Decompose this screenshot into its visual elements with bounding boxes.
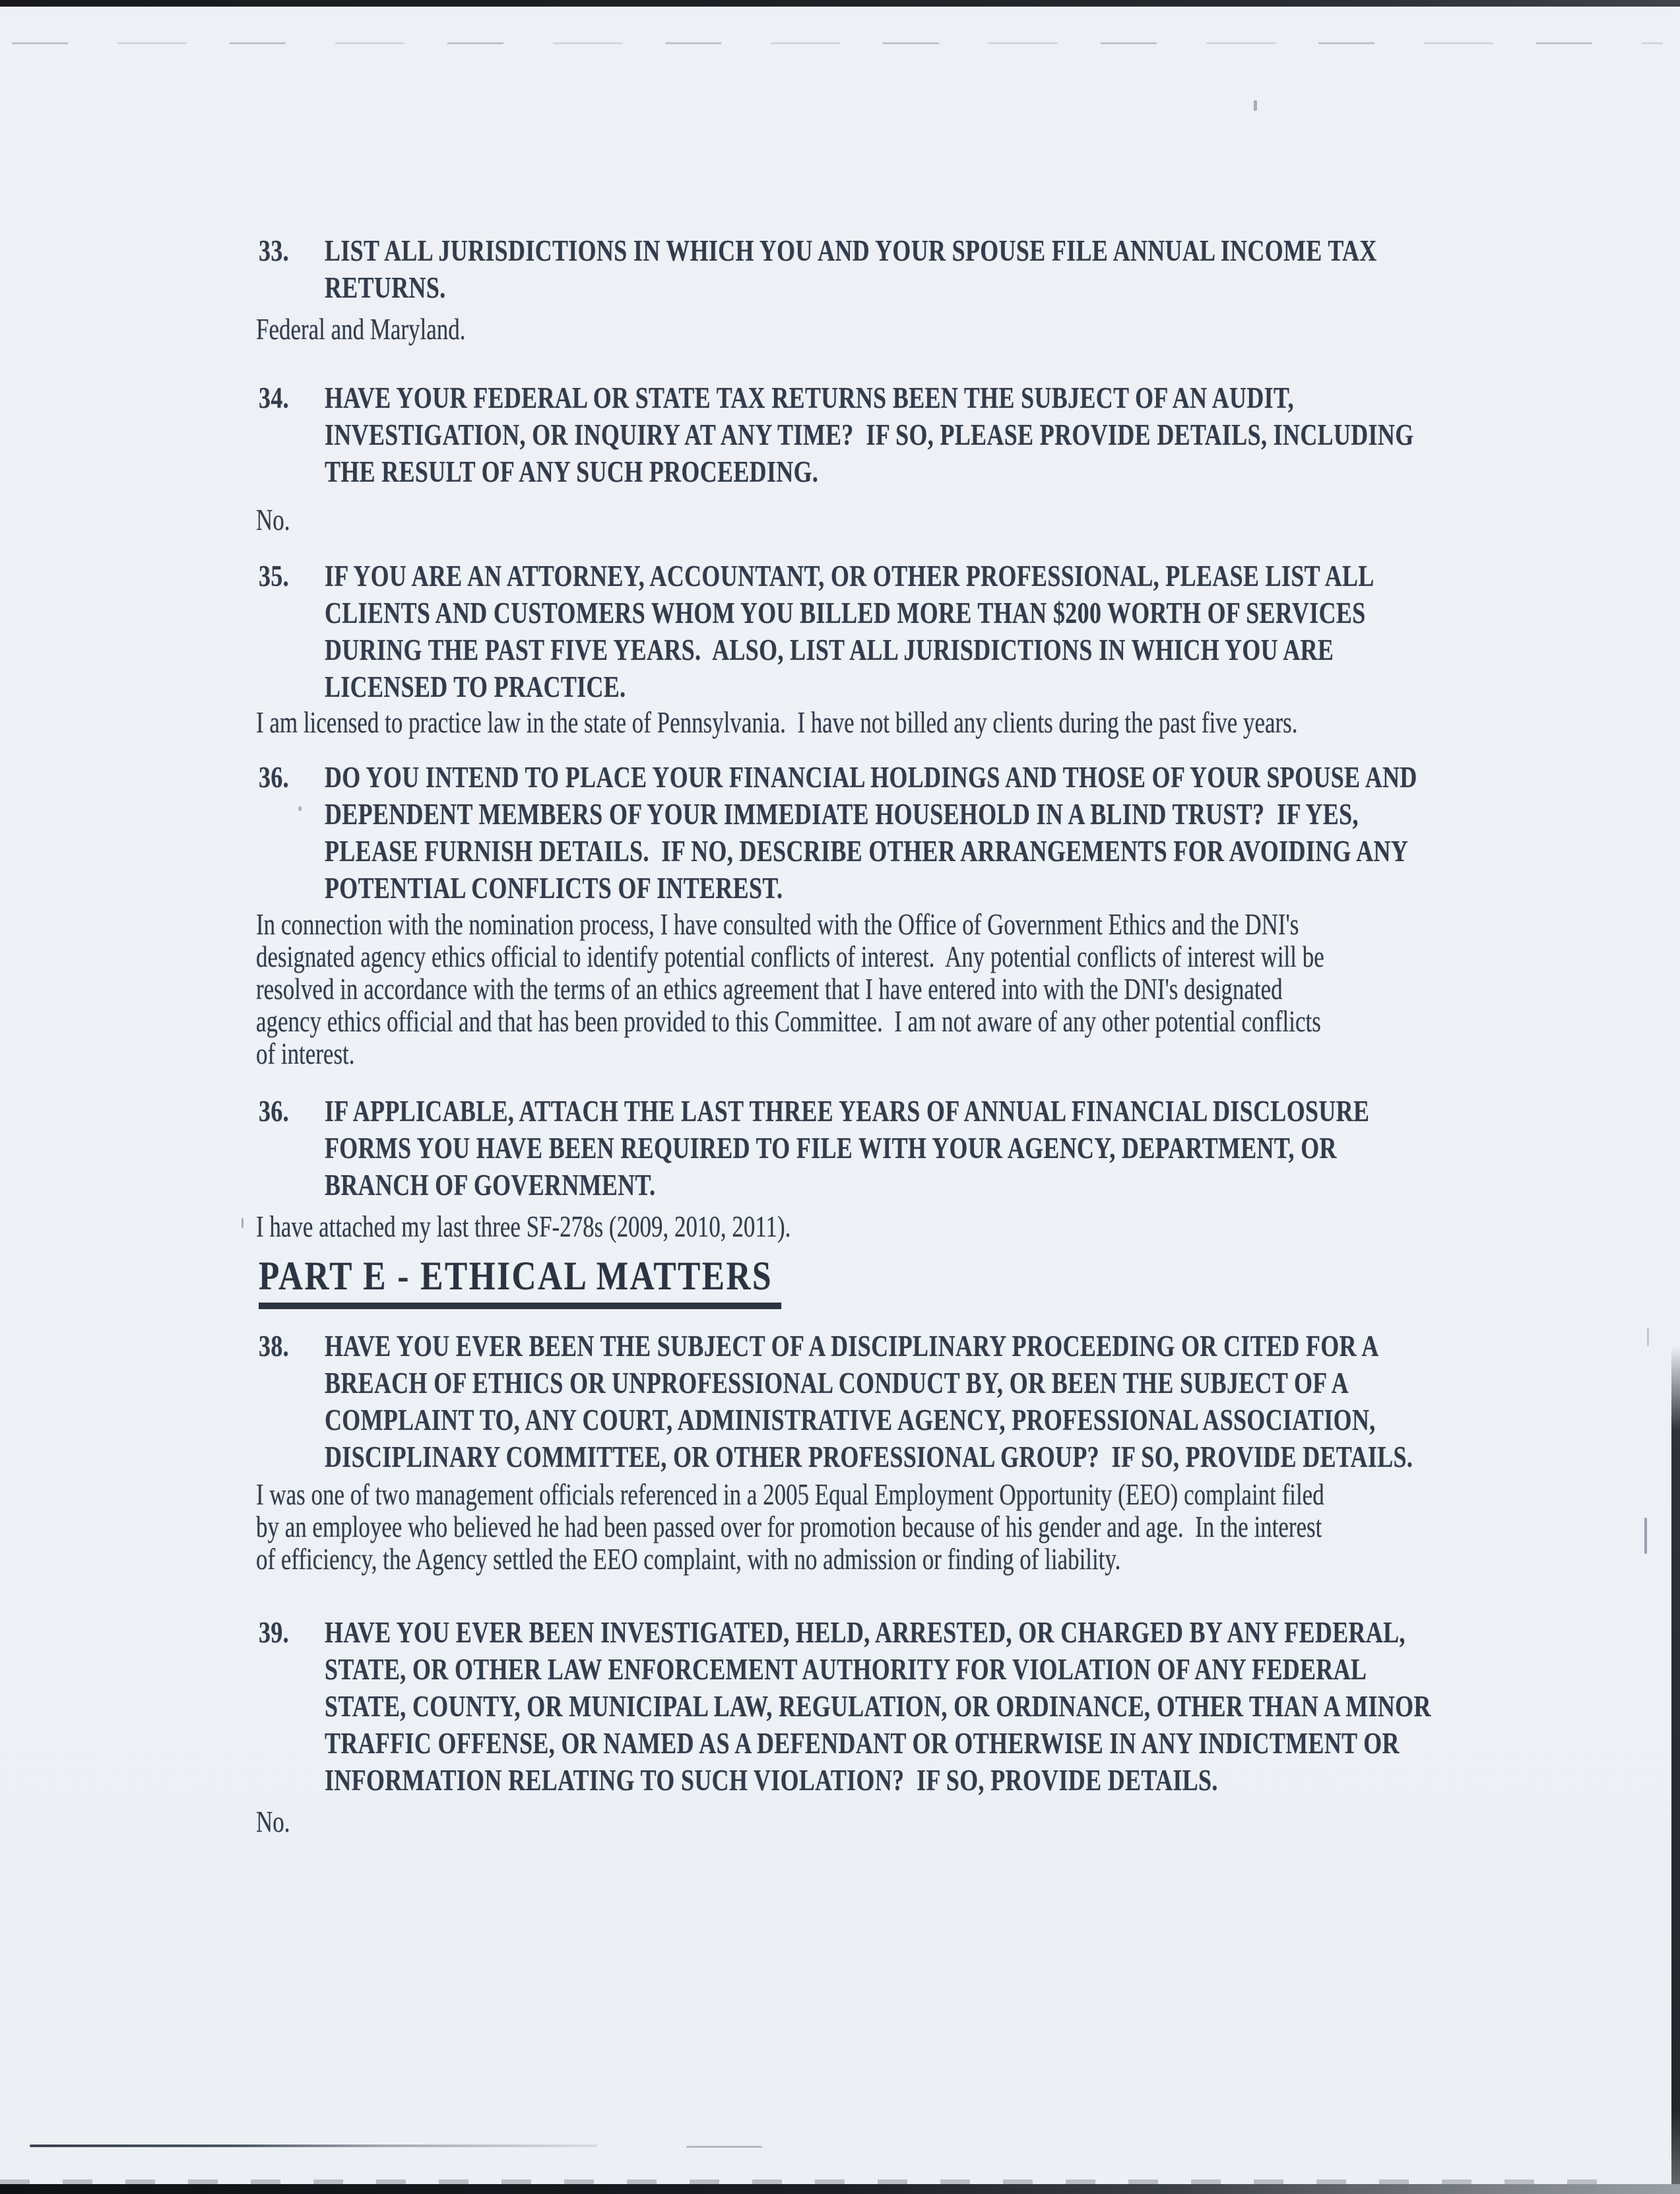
answer-text: Federal and Maryland. <box>256 312 466 346</box>
question-text-line: STATE, COUNTY, OR MUNICIPAL LAW, REGULATION, OR ORDINANCE, OTHER THAN A MINOR <box>325 1689 1431 1723</box>
question-number: 36. <box>259 760 290 794</box>
question-text-line: FORMS YOU HAVE BEEN REQUIRED TO FILE WITH YOUR AGENCY, DEPARTMENT, OR <box>325 1131 1337 1165</box>
answer-item-33 <box>256 313 532 345</box>
scan-artifact-speck <box>1254 100 1257 111</box>
answer-text-line: of efficiency, the Agency settled the EEO complaint, with no admission or finding of liability. <box>256 1542 1121 1576</box>
question-number: 39. <box>259 1615 290 1649</box>
answer-text: I am licensed to practice law in the state of Pennsylvania. I have not billed any clients during the past five years. <box>256 705 1298 739</box>
answer-item-36-duplicate <box>256 1210 959 1242</box>
question-text-line: LIST ALL JURISDICTIONS IN WHICH YOU AND YOUR SPOUSE FILE ANNUAL INCOME TAX <box>325 234 1377 267</box>
answer-text-line: In connection with the nomination process, I have consulted with the Office of Government Ethics and the DNI's <box>256 907 1299 941</box>
answer-text-line: designated agency ethics official to identify potential conflicts of interest. Any potential conflicts of interest will be <box>256 940 1324 973</box>
question-text-line: THE RESULT OF ANY SUCH PROCEEDING. <box>325 455 819 488</box>
question-text-line: IF YOU ARE AN ATTORNEY, ACCOUNTANT, OR OTHER PROFESSIONAL, PLEASE LIST ALL <box>325 559 1374 593</box>
question-text-line: STATE, OR OTHER LAW ENFORCEMENT AUTHORITY FOR VIOLATION OF ANY FEDERAL <box>325 1652 1367 1686</box>
question-item-34 <box>259 379 1680 490</box>
question-number: 34. <box>259 381 290 414</box>
question-item-38 <box>259 1328 1680 1475</box>
question-number: 35. <box>259 559 290 593</box>
answer-text-line: of interest. <box>256 1037 355 1070</box>
question-text-line: INVESTIGATION, OR INQUIRY AT ANY TIME? IF SO, PLEASE PROVIDE DETAILS, INCLUDING <box>325 418 1414 451</box>
question-text-line: PLEASE FURNISH DETAILS. IF NO, DESCRIBE OTHER ARRANGEMENTS FOR AVOIDING ANY <box>325 834 1409 868</box>
question-item-33 <box>259 232 1673 306</box>
question-item-35 <box>259 558 1670 705</box>
answer-text: No. <box>256 1805 290 1838</box>
answer-item-39 <box>256 1805 301 1838</box>
answer-text: I have attached my last three SF-278s (2009, 2010, 2011). <box>256 1210 791 1243</box>
scan-artifact-top-edge-bar <box>0 0 1680 7</box>
question-text-line: CLIENTS AND CUSTOMERS WHOM YOU BILLED MORE THAN $200 WORTH OF SERVICES <box>325 596 1366 629</box>
question-text-line: LICENSED TO PRACTICE. <box>325 670 626 703</box>
question-text-line: HAVE YOU EVER BEEN INVESTIGATED, HELD, ARRESTED, OR CHARGED BY ANY FEDERAL, <box>325 1615 1405 1649</box>
question-text-line: DURING THE PAST FIVE YEARS. ALSO, LIST ALL JURISDICTIONS IN WHICH YOU ARE <box>325 633 1334 666</box>
answer-text-line: resolved in accordance with the terms of an ethics agreement that I have entered into with the DNI's designated <box>256 972 1283 1006</box>
question-text-line: BRANCH OF GOVERNMENT. <box>325 1168 656 1202</box>
question-number: 36. <box>259 1094 290 1128</box>
scan-artifact-bottom-edge-bar <box>0 2184 1680 2194</box>
question-text-line: TRAFFIC OFFENSE, OR NAMED AS A DEFENDANT OR OTHERWISE IN ANY INDICTMENT OR <box>325 1726 1400 1760</box>
scan-artifact-footer-dash <box>686 2146 762 2148</box>
question-text-line: DISCIPLINARY COMMITTEE, OR OTHER PROFESSIONAL GROUP? IF SO, PROVIDE DETAILS. <box>325 1440 1413 1473</box>
question-text-line: INFORMATION RELATING TO SUCH VIOLATION? IF SO, PROVIDE DETAILS. <box>325 1763 1218 1797</box>
answer-item-38 <box>256 1478 1662 1575</box>
question-text-line: IF APPLICABLE, ATTACH THE LAST THREE YEARS OF ANNUAL FINANCIAL DISCLOSURE <box>325 1094 1370 1128</box>
question-text-line: RETURNS. <box>325 271 446 304</box>
question-item-39 <box>259 1614 1680 1799</box>
section-heading-part-e <box>259 1256 881 1309</box>
question-text-line: HAVE YOUR FEDERAL OR STATE TAX RETURNS BEEN THE SUBJECT OF AN AUDIT, <box>325 381 1295 414</box>
answer-item-34 <box>256 503 301 536</box>
question-text-line: DO YOU INTEND TO PLACE YOUR FINANCIAL HOLDINGS AND THOSE OF YOUR SPOUSE AND <box>325 760 1417 794</box>
question-text-line: POTENTIAL CONFLICTS OF INTEREST. <box>325 871 783 905</box>
question-item-36-duplicate <box>259 1093 1664 1204</box>
question-text-line: DEPENDENT MEMBERS OF YOUR IMMEDIATE HOUSEHOLD IN A BLIND TRUST? IF YES, <box>325 797 1359 831</box>
answer-item-36 <box>256 908 1662 1070</box>
scan-artifact-speck <box>242 1218 243 1228</box>
question-text-line: COMPLAINT TO, ANY COURT, ADMINISTRATIVE AGENCY, PROFESSIONAL ASSOCIATION, <box>325 1403 1376 1436</box>
section-heading-text: PART E - ETHICAL MATTERS <box>259 1256 781 1309</box>
question-number: 33. <box>259 234 290 267</box>
question-item-36 <box>259 759 1680 907</box>
answer-text-line: I was one of two management officials referenced in a 2005 Equal Employment Opportunity (EEO) complaint filed <box>256 1477 1324 1511</box>
answer-item-35 <box>256 706 1627 738</box>
scan-artifact-dashed-line <box>12 42 1663 44</box>
answer-text-line: by an employee who believed he had been passed over for promotion because of his gender and age. In the interest <box>256 1510 1322 1543</box>
question-text-line: BREACH OF ETHICS OR UNPROFESSIONAL CONDUCT BY, OR BEEN THE SUBJECT OF A <box>325 1366 1349 1400</box>
question-text-line: HAVE YOU EVER BEEN THE SUBJECT OF A DISCIPLINARY PROCEEDING OR CITED FOR A <box>325 1329 1379 1363</box>
scan-artifact-footer-line <box>30 2145 597 2147</box>
answer-text: No. <box>256 503 290 536</box>
question-number: 38. <box>259 1329 290 1363</box>
answer-text-line: agency ethics official and that has been provided to this Committee. I am not aware of any other potential conflicts <box>256 1004 1321 1038</box>
